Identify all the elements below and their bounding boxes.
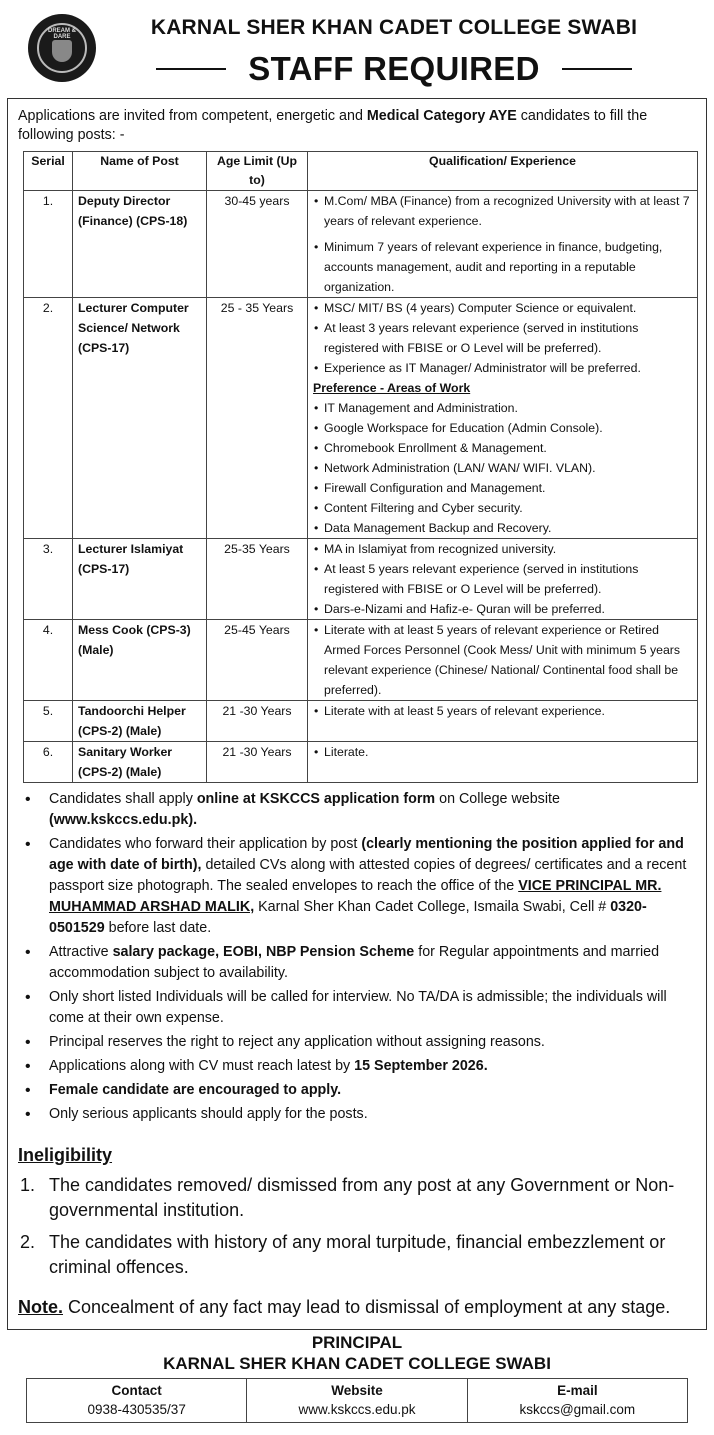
qualification-cell bbox=[308, 191, 698, 298]
ineligibility-item bbox=[18, 1230, 698, 1280]
website-heading: Website bbox=[331, 1383, 383, 1398]
preference-item: • Firewall Configuration and Management. bbox=[313, 478, 692, 498]
logo-motto: DREAM & DARE bbox=[48, 28, 76, 40]
website-cell bbox=[246, 1379, 466, 1422]
instruction-text: detailed CVs along with attested copies of degrees/ certificates and a recent passport size photograph. The sealed envelopes to reach the office of the bbox=[49, 857, 687, 894]
instructions-list bbox=[16, 789, 701, 1128]
preference-heading: Preference - Areas of Work bbox=[313, 381, 471, 395]
instruction-text: Candidates shall apply bbox=[49, 791, 197, 807]
age-cell: 30-45 years bbox=[207, 191, 308, 298]
footer bbox=[0, 1330, 714, 1435]
table-row bbox=[24, 701, 698, 742]
preference-item: • IT Management and Administration. bbox=[313, 398, 692, 418]
qualification-item: • At least 3 years relevant experience (served in institutions registered with FBISE or O Level will be preferred). bbox=[313, 318, 692, 358]
header bbox=[0, 0, 714, 98]
table-row bbox=[24, 620, 698, 701]
phone-number[interactable]: 0938-430535/37 bbox=[87, 1402, 186, 1417]
vice-principal-name: VICE PRINCIPAL MR. MUHAMMAD ARSHAD MALIK, bbox=[49, 878, 662, 915]
staff-required-title: STAFF REQUIRED bbox=[248, 50, 540, 87]
header-age: Age Limit (Up to) bbox=[207, 152, 308, 191]
intro-text: Applications are invited from competent, energetic and bbox=[18, 108, 367, 124]
instruction-item bbox=[16, 834, 701, 939]
qualification-item: • At least 5 years relevant experience (served in institutions registered with FBISE or O Level will be preferred). bbox=[313, 559, 692, 599]
intro-paragraph bbox=[18, 107, 703, 145]
age-cell: 25 - 35 Years bbox=[207, 298, 308, 539]
ineligibility-list bbox=[18, 1173, 698, 1287]
contact-heading: Contact bbox=[111, 1383, 162, 1398]
item-number: 1. bbox=[20, 1175, 36, 1195]
post-cell: Tandoorchi Helper (CPS-2) (Male) bbox=[73, 701, 207, 742]
qualification-item: • Literate with at least 5 years of relevant experience or Retired Armed Forces Personnel (Cook Mess/ Unit with minimum 5 years relevant experience (Chinese/ National/ Continental food shall be preferred). bbox=[313, 620, 692, 700]
deadline-date: 15 September 2026. bbox=[354, 1058, 488, 1074]
preference-item: • Data Management Backup and Recovery. bbox=[313, 518, 692, 538]
table-row bbox=[24, 298, 698, 539]
instruction-text: before last date. bbox=[104, 920, 212, 936]
contact-cell bbox=[27, 1379, 246, 1422]
instruction-text: Candidates who forward their application by post bbox=[49, 836, 362, 852]
note-label: Note. bbox=[18, 1297, 63, 1317]
instruction-text: Attractive bbox=[49, 944, 113, 960]
table-row bbox=[24, 539, 698, 620]
header-post: Name of Post bbox=[73, 152, 207, 191]
contact-box bbox=[26, 1378, 688, 1423]
post-cell: Lecturer Islamiyat (CPS-17) bbox=[73, 539, 207, 620]
age-cell: 21 -30 Years bbox=[207, 701, 308, 742]
note bbox=[18, 1295, 698, 1319]
email-address[interactable]: kskccs@gmail.com bbox=[519, 1402, 636, 1417]
instruction-item bbox=[16, 1080, 701, 1101]
email-heading: E-mail bbox=[557, 1383, 598, 1398]
qualification-item: • Literate with at least 5 years of relevant experience. bbox=[313, 701, 692, 721]
qualification-cell bbox=[308, 539, 698, 620]
qualification-cell bbox=[308, 298, 698, 539]
age-cell: 25-35 Years bbox=[207, 539, 308, 620]
ineligibility-item bbox=[18, 1173, 698, 1223]
serial-cell: 3. bbox=[24, 539, 73, 620]
signatory bbox=[0, 1332, 714, 1374]
post-cell: Lecturer Computer Science/ Network (CPS-17) bbox=[73, 298, 207, 539]
qualification-item: • Literate. bbox=[313, 742, 692, 762]
table-header-row bbox=[24, 152, 698, 191]
serial-cell: 5. bbox=[24, 701, 73, 742]
website-url[interactable]: www.kskccs.edu.pk bbox=[298, 1402, 416, 1417]
post-cell: Mess Cook (CPS-3) (Male) bbox=[73, 620, 207, 701]
footer-college-name: KARNAL SHER KHAN CADET COLLEGE SWABI bbox=[163, 1354, 551, 1373]
divider-right bbox=[562, 68, 632, 70]
header-qualification: Qualification/ Experience bbox=[308, 152, 698, 191]
preference-item: • Chromebook Enrollment & Management. bbox=[313, 438, 692, 458]
college-logo-icon bbox=[28, 14, 96, 82]
instruction-text: for Regular appointments and married accommodation subject to availability. bbox=[49, 944, 660, 981]
email-cell bbox=[467, 1379, 687, 1422]
main-content bbox=[7, 98, 707, 1330]
serial-cell: 1. bbox=[24, 191, 73, 298]
website-link[interactable]: (www.kskccs.edu.pk). bbox=[49, 812, 198, 828]
preference-item: • Content Filtering and Cyber security. bbox=[313, 498, 692, 518]
instruction-text: Karnal Sher Khan Cadet College, Ismaila Swabi, Cell # bbox=[254, 899, 611, 915]
instruction-text: on College website bbox=[435, 791, 560, 807]
ineligibility-heading: Ineligibility bbox=[18, 1145, 113, 1165]
instruction-item: • Principal reserves the right to reject any application without assigning reasons. bbox=[16, 1032, 701, 1053]
preference-item: • Google Workspace for Education (Admin Console). bbox=[313, 418, 692, 438]
instruction-item bbox=[16, 789, 701, 831]
college-title: KARNAL SHER KHAN CADET COLLEGE SWABI bbox=[150, 16, 638, 39]
serial-cell: 4. bbox=[24, 620, 73, 701]
instruction-emphasis: salary package, EOBI, NBP Pension Scheme bbox=[112, 944, 415, 960]
instruction-text: Applications along with CV must reach latest by bbox=[49, 1058, 355, 1074]
ineligibility-text: The candidates with history of any moral turpitude, financial embezzlement or criminal offences. bbox=[49, 1232, 666, 1277]
logo-shield-icon bbox=[52, 40, 72, 62]
instruction-emphasis: Female candidate are encouraged to apply. bbox=[49, 1082, 342, 1098]
staff-title-row bbox=[104, 50, 684, 88]
table-row bbox=[24, 742, 698, 783]
serial-cell: 6. bbox=[24, 742, 73, 783]
serial-cell: 2. bbox=[24, 298, 73, 539]
ineligibility-text: The candidates removed/ dismissed from any post at any Government or Non-governmental institution. bbox=[49, 1175, 675, 1220]
instruction-item bbox=[16, 1056, 701, 1077]
principal-title: PRINCIPAL bbox=[311, 1333, 403, 1352]
qualification-cell bbox=[308, 701, 698, 742]
qualification-item: • Dars-e-Nizami and Hafiz-e- Quran will be preferred. bbox=[313, 599, 692, 619]
header-serial: Serial bbox=[24, 152, 73, 191]
qualification-item: • MA in Islamiyat from recognized university. bbox=[313, 539, 692, 559]
intro-medical-category: Medical Category AYE bbox=[366, 108, 517, 124]
qualification-item: • M.Com/ MBA (Finance) from a recognized University with at least 7 years of relevant experience. bbox=[313, 191, 692, 231]
qualification-item: • Minimum 7 years of relevant experience in finance, budgeting, accounts management, audit and reporting in a reputable organization. bbox=[313, 237, 692, 297]
post-cell: Deputy Director (Finance) (CPS-18) bbox=[73, 191, 207, 298]
posts-table bbox=[23, 151, 698, 783]
qualification-cell bbox=[308, 620, 698, 701]
instruction-item: • Only serious applicants should apply for the posts. bbox=[16, 1104, 701, 1125]
table-row bbox=[24, 191, 698, 298]
preference-item: • Network Administration (LAN/ WAN/ WIFI. VLAN). bbox=[313, 458, 692, 478]
instruction-emphasis: (clearly mentioning the position applied for and age with date of birth), bbox=[49, 836, 684, 873]
instruction-item: • Only short listed Individuals will be called for interview. No TA/DA is admissible; the individuals will come at their own expense. bbox=[16, 987, 701, 1029]
qualification-item: • MSC/ MIT/ BS (4 years) Computer Science or equivalent. bbox=[313, 298, 692, 318]
qualification-item: • Experience as IT Manager/ Administrator will be preferred. bbox=[313, 358, 692, 378]
note-text: Concealment of any fact may lead to dismissal of employment at any stage. bbox=[63, 1297, 671, 1317]
divider-left bbox=[156, 68, 226, 70]
instruction-item bbox=[16, 942, 701, 984]
cell-number: 0320-0501529 bbox=[49, 899, 647, 936]
age-cell: 21 -30 Years bbox=[207, 742, 308, 783]
qualification-cell bbox=[308, 742, 698, 783]
intro-text-end: candidates to fill the following posts: - bbox=[18, 108, 648, 143]
post-cell: Sanitary Worker (CPS-2) (Male) bbox=[73, 742, 207, 783]
age-cell: 25-45 Years bbox=[207, 620, 308, 701]
instruction-emphasis: online at KSKCCS application form bbox=[196, 791, 436, 807]
item-number: 2. bbox=[20, 1232, 36, 1252]
